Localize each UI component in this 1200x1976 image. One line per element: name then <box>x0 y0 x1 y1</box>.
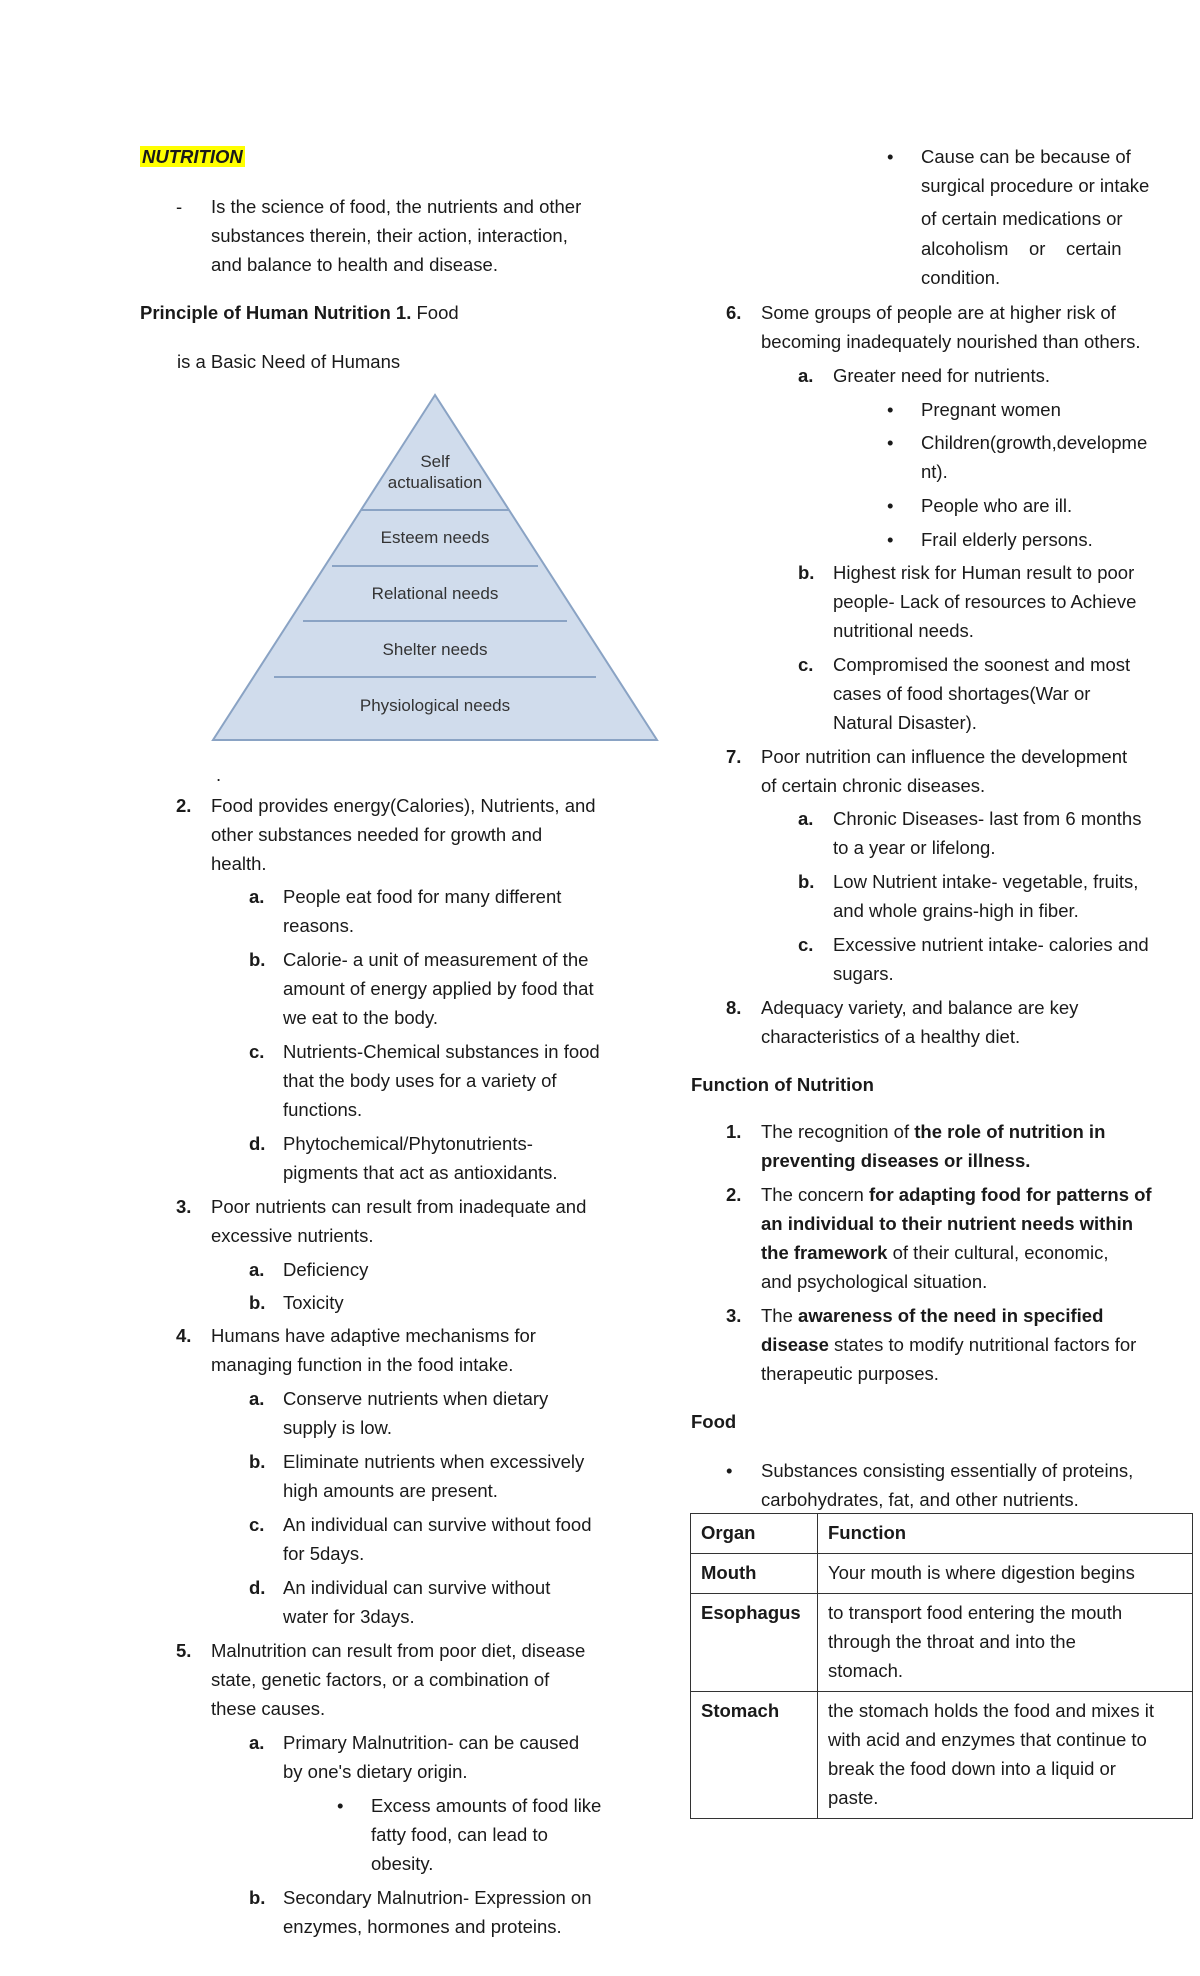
pyramid-level-physiological: Physiological needs <box>359 696 511 715</box>
item-5a-bullet-line-3: obesity. <box>371 1853 434 1874</box>
item-3b-text: Toxicity <box>283 1292 344 1313</box>
food-heading: Food <box>691 1411 737 1432</box>
function-3-text-d: states to modify nutritional factors for <box>828 1334 1137 1355</box>
item-6b-line-1: Highest risk for Human result to poor <box>833 562 1135 583</box>
item-2a-line-1: People eat food for many different <box>283 886 562 907</box>
item-4-line-1: Humans have adaptive mechanisms for <box>211 1325 536 1346</box>
item-8-number: 8. <box>726 997 742 1018</box>
pyramid-level-actualisation: actualisation <box>387 473 483 492</box>
function-3-line-2 <box>761 1330 1136 1359</box>
table-cell-line: stomach. <box>828 1660 904 1681</box>
item-7b-line-1: Low Nutrient intake- vegetable, fruits, <box>833 871 1139 892</box>
item-4d-marker: d. <box>249 1577 266 1598</box>
table-header-function: Function <box>818 1514 1193 1554</box>
pyramid-level-relational: Relational needs <box>371 584 499 603</box>
table-cell-line: through the throat and into the <box>828 1631 1076 1652</box>
function-1-text-b: the role of nutrition in <box>914 1121 1106 1142</box>
item-6c-line-3: Natural Disaster). <box>833 712 977 733</box>
food-bullet-line-2: carbohydrates, fat, and other nutrients. <box>761 1489 1079 1510</box>
organ-function-table <box>690 1513 1193 1819</box>
item-6a-item-3: People who are ill. <box>921 495 1073 516</box>
function-1-line-2: preventing diseases or illness. <box>761 1150 1031 1171</box>
item-4a-marker: a. <box>249 1388 265 1409</box>
item-3-line-1: Poor nutrients can result from inadequate and <box>211 1196 587 1217</box>
item-5a-line-2: by one's dietary origin. <box>283 1761 468 1782</box>
item-7a-line-1: Chronic Diseases- last from 6 months <box>833 808 1142 829</box>
table-row <box>691 1594 1193 1692</box>
page-title <box>140 142 245 171</box>
table-cell-line: break the food down into a liquid or <box>828 1758 1116 1779</box>
item-2b-marker: b. <box>249 949 266 970</box>
function-3-text-b: awareness of the need in specified <box>798 1305 1104 1326</box>
item-2c-line-3: functions. <box>283 1099 363 1120</box>
item-2b-line-3: we eat to the body. <box>283 1007 438 1028</box>
item-6-line-1: Some groups of people are at higher risk of <box>761 302 1116 323</box>
item-6-line-2: becoming inadequately nourished than others. <box>761 331 1141 352</box>
item-4b-line-1: Eliminate nutrients when excessively <box>283 1451 585 1472</box>
item-6a-item-2-cont: nt). <box>921 461 948 482</box>
item-6-number: 6. <box>726 302 742 323</box>
food-bullet-line-1: Substances consisting essentially of proteins, <box>761 1460 1134 1481</box>
item-7a-line-2: to a year or lifelong. <box>833 837 996 858</box>
item-2d-marker: d. <box>249 1133 266 1154</box>
item-5b-line-1: Secondary Malnutrion- Expression on <box>283 1887 592 1908</box>
function-2-line-1 <box>761 1180 1152 1209</box>
table-row <box>691 1554 1193 1594</box>
function-3-number: 3. <box>726 1305 742 1326</box>
item-6a-item-1: Pregnant women <box>921 399 1061 420</box>
definition-line-3: and balance to health and disease. <box>211 254 498 275</box>
pyramid-level-shelter: Shelter needs <box>382 640 488 659</box>
function-2-line-4: and psychological situation. <box>761 1271 988 1292</box>
item-5a-bullet-line-1: Excess amounts of food like <box>371 1795 602 1816</box>
item-4b-line-2: high amounts are present. <box>283 1480 498 1501</box>
table-row <box>691 1692 1193 1819</box>
cause-line-4: alcoholism or certain <box>921 238 1122 259</box>
item-4c-line-2: for 5days. <box>283 1543 365 1564</box>
item-2a-line-2: reasons. <box>283 915 354 936</box>
title-highlight: NUTRITION <box>142 146 243 167</box>
principle-heading <box>140 298 459 327</box>
item-8-line-1: Adequacy variety, and balance are key <box>761 997 1079 1018</box>
item-6a-bullet-4: • <box>887 529 894 550</box>
table-header-row <box>691 1514 1193 1554</box>
function-2-text-d: the framework <box>761 1242 888 1263</box>
table-cell-function <box>818 1554 1193 1594</box>
item-7-line-2: of certain chronic diseases. <box>761 775 986 796</box>
item-5-number: 5. <box>176 1640 192 1661</box>
function-2-text-a: The concern <box>761 1184 869 1205</box>
item-3-number: 3. <box>176 1196 192 1217</box>
item-5b-marker: b. <box>249 1887 266 1908</box>
item-2b-line-1: Calorie- a unit of measurement of the <box>283 949 589 970</box>
item-6c-marker: c. <box>798 654 814 675</box>
item-4c-marker: c. <box>249 1514 265 1535</box>
item-2c-line-1: Nutrients-Chemical substances in food <box>283 1041 600 1062</box>
item-4a-line-1: Conserve nutrients when dietary <box>283 1388 549 1409</box>
function-heading: Function of Nutrition <box>691 1074 874 1095</box>
item-5-line-1: Malnutrition can result from poor diet, disease <box>211 1640 586 1661</box>
table-cell-line: paste. <box>828 1787 879 1808</box>
item-5b-line-2: enzymes, hormones and proteins. <box>283 1916 562 1937</box>
item-4-line-2: managing function in the food intake. <box>211 1354 514 1375</box>
table-cell-organ: Esophagus <box>691 1594 818 1692</box>
item-7-line-1: Poor nutrition can influence the development <box>761 746 1128 767</box>
cause-line-3: of certain medications or <box>921 208 1123 229</box>
function-3-line-1 <box>761 1301 1103 1330</box>
item-6a-item-4: Frail elderly persons. <box>921 529 1093 550</box>
table-cell-function <box>818 1594 1193 1692</box>
item-2-line-1: Food provides energy(Calories), Nutrients, and <box>211 795 596 816</box>
function-1-text-a: The recognition of <box>761 1121 915 1142</box>
table-cell-line: with acid and enzymes that continue to <box>828 1729 1147 1750</box>
principle-line-2: is a Basic Need of Humans <box>177 351 401 372</box>
item-2b-line-2: amount of energy applied by food that <box>283 978 594 999</box>
principle-heading-rest: Food <box>416 302 459 323</box>
definition-line-1: Is the science of food, the nutrients and other <box>211 196 582 217</box>
definition-line-2: substances therein, their action, interaction, <box>211 225 568 246</box>
item-7c-line-2: sugars. <box>833 963 894 984</box>
item-6a-marker: a. <box>798 365 814 386</box>
item-8-line-2: characteristics of a healthy diet. <box>761 1026 1021 1047</box>
item-5a-bullet: • <box>337 1795 344 1816</box>
item-3-line-2: excessive nutrients. <box>211 1225 374 1246</box>
item-2-number: 2. <box>176 795 192 816</box>
table-cell-function <box>818 1692 1193 1819</box>
table-header-organ: Organ <box>691 1514 818 1554</box>
table-cell-organ: Mouth <box>691 1554 818 1594</box>
item-4d-line-2: water for 3days. <box>283 1606 415 1627</box>
function-1-number: 1. <box>726 1121 742 1142</box>
cause-line-5: condition. <box>921 267 1001 288</box>
item-7c-line-1: Excessive nutrient intake- calories and <box>833 934 1149 955</box>
item-7a-marker: a. <box>798 808 814 829</box>
item-2c-line-2: that the body uses for a variety of <box>283 1070 557 1091</box>
stray-dot: . <box>216 764 222 785</box>
function-2-text-b: for adapting food for patterns of <box>868 1184 1152 1205</box>
item-4d-line-1: An individual can survive without <box>283 1577 551 1598</box>
item-6b-line-3: nutritional needs. <box>833 620 974 641</box>
function-3-text-a: The <box>761 1305 799 1326</box>
table-cell-line: Your mouth is where digestion begins <box>828 1562 1135 1583</box>
table-cell-line: to transport food entering the mouth <box>828 1602 1123 1623</box>
item-6a-bullet-1: • <box>887 399 894 420</box>
item-3a-text: Deficiency <box>283 1259 369 1280</box>
item-6c-line-2: cases of food shortages(War or <box>833 683 1091 704</box>
item-5a-line-1: Primary Malnutrition- can be caused <box>283 1732 580 1753</box>
item-6b-line-2: people- Lack of resources to Achieve <box>833 591 1137 612</box>
item-2-line-3: health. <box>211 853 267 874</box>
cause-line-2: surgical procedure or intake <box>921 175 1150 196</box>
item-7-number: 7. <box>726 746 742 767</box>
function-2-line-2: an individual to their nutrient needs within <box>761 1213 1134 1234</box>
item-6a-text: Greater need for nutrients. <box>833 365 1050 386</box>
item-4b-marker: b. <box>249 1451 266 1472</box>
function-1-line-1 <box>761 1117 1105 1146</box>
item-6a-bullet-3: • <box>887 495 894 516</box>
item-2-line-2: other substances needed for growth and <box>211 824 543 845</box>
food-bullet: • <box>726 1460 733 1481</box>
function-3-line-3: therapeutic purposes. <box>761 1363 939 1384</box>
item-6a-bullet-2: • <box>887 432 894 453</box>
function-2-text-e: of their cultural, economic, <box>887 1242 1109 1263</box>
item-7b-line-2: and whole grains-high in fiber. <box>833 900 1079 921</box>
item-6b-marker: b. <box>798 562 815 583</box>
item-2d-line-2: pigments that act as antioxidants. <box>283 1162 558 1183</box>
item-5a-marker: a. <box>249 1732 265 1753</box>
table-cell-organ: Stomach <box>691 1692 818 1819</box>
item-5-line-2: state, genetic factors, or a combination of <box>211 1669 550 1690</box>
item-2d-line-1: Phytochemical/Phytonutrients- <box>283 1133 533 1154</box>
item-4c-line-1: An individual can survive without food <box>283 1514 592 1535</box>
item-5a-bullet-line-2: fatty food, can lead to <box>371 1824 548 1845</box>
function-2-number: 2. <box>726 1184 742 1205</box>
definition-marker: - <box>176 196 183 217</box>
item-4a-line-2: supply is low. <box>283 1417 392 1438</box>
item-7c-marker: c. <box>798 934 814 955</box>
item-3a-marker: a. <box>249 1259 265 1280</box>
item-2c-marker: c. <box>249 1041 265 1062</box>
item-4-number: 4. <box>176 1325 192 1346</box>
item-6c-line-1: Compromised the soonest and most <box>833 654 1131 675</box>
item-6a-item-2: Children(growth,developme <box>921 432 1148 453</box>
pyramid-level-esteem: Esteem needs <box>380 528 490 547</box>
item-3b-marker: b. <box>249 1292 266 1313</box>
cause-bullet: • <box>887 146 894 167</box>
pyramid-shape <box>213 395 657 740</box>
item-2a-marker: a. <box>249 886 265 907</box>
item-5-line-3: these causes. <box>211 1698 326 1719</box>
needs-pyramid <box>210 390 660 745</box>
item-7b-marker: b. <box>798 871 815 892</box>
principle-heading-bold: Principle of Human Nutrition 1. <box>140 302 412 323</box>
cause-line-1: Cause can be because of <box>921 146 1131 167</box>
table-cell-line: the stomach holds the food and mixes it <box>828 1700 1154 1721</box>
function-2-line-3 <box>761 1238 1109 1267</box>
pyramid-level-self: Self <box>420 452 450 471</box>
function-3-text-c: disease <box>761 1334 829 1355</box>
